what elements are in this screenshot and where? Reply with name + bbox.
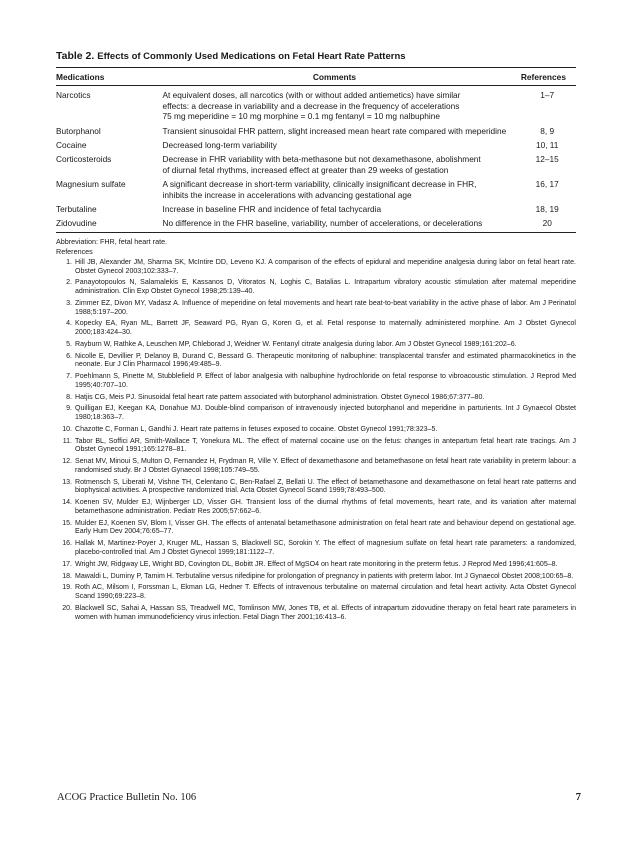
comment-line: Increase in baseline FHR and incidence of fetal tachycardia [162,204,382,215]
reference-text: Koenen SV, Mulder EJ, Wijnberger LD, Visser GH. Transient loss of the diurnal rhythms of fetal movements, heart rate, and its variation after maternal betamethasone administration. Pediatr Res 2005;57:662–6. [75,499,576,515]
reference-number: 8. [66,393,72,401]
footer-title: ACOG Practice Bulletin No. 106 [57,792,197,803]
reference-item [56,584,576,601]
table-row [56,202,576,216]
table-row [56,86,576,124]
comment-line: of diurnal fetal rhythms, increased effect at greater than 29 weeks of gestation [162,164,449,175]
references-heading: References [56,247,93,257]
medication-cell: Zidovudine [56,216,163,232]
reference-item [56,561,576,570]
medication-cell: Terbutaline [56,204,97,215]
reference-item [56,259,576,276]
reference-text: Tabor BL, Soffici AR, Smith-Wallace T, Yonekura ML. The effect of maternal cocaine use on the fetus: changes in antepartum fetal heart rate tracings. Am J Obstet Gynecol 1991;165:1278–81. [75,437,576,454]
medication-cell: Corticosteroids [56,154,112,165]
reference-number: 14. [62,499,72,507]
reference-text: Hallak M, Martinez-Poyer J, Kruger ML, Hassan S, Blackwell SC, Sorokin Y. The effect of magnesium sulfate on fetal heart rate parameters: a randomized, placebo-controlled trial. Am J Obstet Gynecol 1999;181:1122–7. [75,540,576,556]
reference-number: 17. [62,560,72,568]
comment-line: No difference in the FHR baseline, variability, number of accelerations, or decelerations [162,218,483,229]
comment-line: At equivalent doses, all narcotics (with or without added antiemetics) have similar [162,90,461,101]
references-cell: 20 [506,216,576,232]
reference-number: 10. [62,425,72,433]
reference-item [56,341,576,350]
comments-cell [163,152,507,177]
comment-line: Decrease in FHR variability with beta-methasone but not dexamethasone, abolishment [162,154,481,165]
reference-text: Wright JW, Ridgway LE, Wright BD, Covington DL, Bobitt JR. Effect of MgSO4 on heart rate monitoring in the preterm fetus. J Reprod Med 1996;41:605–8. [75,560,558,568]
reference-text: Rayburn W, Rathke A, Leuschen MP, Chleborad J, Weidner W. Fentanyl citrate analgesia during labor. Am J Obstet Gynecol 1989;161:202–6. [75,340,517,348]
reference-text: Panayotopoulos N, Salamalekis E, Kassanos D, Vitoratos N, Loghis C, Batalias L. Intrapartum vibratory acoustic stimulation after maternal meperidine administration. Clin Exp Obstet Gynecol 1998;25:139–40. [75,279,576,296]
reference-item [56,605,576,622]
reference-text: Zimmer EZ, Divon MY, Vadasz A. Influence of meperidine on fetal movements and heart rate beat-to-beat variability in the active phase of labor. Am J Perinatol 1988;5:197–200. [75,299,576,316]
references-list [56,259,576,622]
page [56,50,576,625]
references-cell: 1–7 [540,90,555,101]
reference-number: 18. [62,572,72,580]
table-body [56,86,576,232]
reference-item [56,458,576,475]
medication-cell: Butorphanol [56,125,101,136]
reference-text: Mulder EJ, Koenen SV, Blom I, Visser GH. The effects of antenatal betamethasone administration on fetal heart rate and behaviour depend on gestational age. Early Hum Dev 2004;76:65–77. [75,519,576,536]
reference-text: Roth AC, Milsom I, Forssman L, Ekman LG, Hedner T. Effects of intravenous terbutaline on maternal circulation and fetal heart activity. Acta Obstet Gynecol Scand 1990;69:223–8. [75,584,576,601]
table-caption: Effects of Commonly Used Medications on Fetal Heart Rate Patterns [97,51,406,62]
table-row [56,177,576,202]
reference-item [56,479,576,496]
reference-item [56,373,576,390]
table-row [56,138,576,152]
header-references: References [506,68,576,86]
reference-number: 13. [62,478,72,486]
reference-item [56,573,576,582]
reference-number: 1. [66,258,72,266]
table-row [56,124,576,138]
reference-text: Poehlmann S, Pinette M, Stubblefield P. Effect of labor analgesia with nalbuphine hydrochloride on fetal response to vibroacoustic stimulation. J Reprod Med 1995;40:707–10. [75,373,576,389]
medication-cell: Magnesium sulfate [56,179,126,190]
reference-number: 19. [62,584,72,592]
references-cell: 18, 19 [535,204,559,215]
reference-number: 9. [66,405,72,413]
comments-cell [163,138,507,152]
comments-cell [163,202,507,216]
reference-text: Quilligan EJ, Keegan KA, Donahue MJ. Double-blind comparison of intravenously injected butorphanol and meperidine in parturients. Int J Gynaecol Obstet 1980;18:363–7. [75,405,576,422]
header-comments: Comments [163,68,507,86]
comment-line: A significant decrease in short-term variability, clinically insignificant decrease in FHR, [162,179,477,190]
reference-item [56,394,576,403]
reference-item [56,520,576,537]
reference-number: 7. [66,373,72,381]
table-label: Table 2. [56,50,95,62]
reference-item [56,353,576,370]
medication-cell: Cocaine [56,140,87,151]
references-cell: 8, 9 [540,125,555,136]
references-cell: 16, 17 [535,179,559,190]
reference-text: Blackwell SC, Sahai A, Hassan SS, Treadwell MC, Tomlinson MW, Jones TB, et al. Effects of intrapartum zidovudine therapy on fetal heart rate parameters in women with human immunodeficiency virus infection. Fetal Diagn Ther 2001;16:413–6. [75,604,576,621]
reference-number: 11. [62,437,72,445]
table-row [56,216,576,232]
medication-cell: Narcotics [56,90,91,101]
medications-table [56,67,576,233]
table-row [56,152,576,177]
comments-cell [163,177,507,202]
abbreviation-note: Abbreviation: FHR, fetal heart rate. [56,236,168,246]
reference-number: 4. [66,320,72,328]
references-cell: 12–15 [535,154,559,165]
comment-line: 75 mg meperidine = 10 mg morphine = 0.1 mg fentanyl = 10 mg nalbuphine [162,111,440,122]
reference-text: Mawaldi L, Duminy P, Tamim H. Terbutaline versus nifedipine for prolongation of pregnancy in patients with preterm labor. Int J Gynaecol Obstet 2008;100:65–8. [75,572,574,580]
comment-line: effects: a decrease in variability and a decrease in the frequency of accelerations [162,100,460,111]
table-header-row [56,68,576,86]
references-cell: 10, 11 [535,140,559,151]
reference-number: 6. [66,352,72,360]
reference-number: 2. [66,279,72,287]
reference-number: 12. [62,458,72,466]
reference-text: Senat MV, Minoui S, Multon O, Fernandez H, Frydman R, Ville Y. Effect of dexamethasone and betamethasone on fetal heart rate variability in preterm labour: a randomised study. Br J Obstet Gynaecol 1998;105:749–55. [75,458,576,474]
comments-cell [163,124,507,138]
reference-item [56,300,576,317]
reference-number: 16. [62,540,72,548]
reference-item [56,426,576,435]
comments-cell [163,86,507,124]
reference-number: 3. [66,299,72,307]
header-medications: Medications [56,68,163,86]
table-title [56,50,576,63]
reference-number: 15. [62,519,72,527]
reference-text: Nicolle E, Devillier P, Delanoy B, Durand C, Bessard G. Therapeutic monitoring of nalbuphine: transplacental transfer and estimated pharmacokinetics in the neonate. Eur J Clin Pharmacol 1996;49:485–9. [75,352,576,369]
reference-text: Hill JB, Alexander JM, Sharma SK, McIntire DD, Leveno KJ. A comparison of the effects of epidural and meperidine analgesia during labor on fetal heart rate. Obstet Gynecol 2003;102:333–7. [75,258,576,275]
reference-number: 5. [66,340,72,348]
comments-cell [163,216,507,232]
reference-item [56,279,576,296]
comment-line: Transient sinusoidal FHR pattern, slight increased mean heart rate compared with meperidine [162,125,507,136]
comment-line: Decreased long-term variability [162,140,277,151]
reference-number: 20. [62,604,72,612]
reference-text: Rotmensch S, Liberati M, Vishne TH, Celentano C, Ben-Rafael Z, Bellati U. The effect of betamethasone and dexamethasone on fetal heart rate patterns and biophysical activities. A prospective randomized trial. Acta Obstet Gynecol Scand 1999;78:493–500. [75,478,576,495]
reference-item [56,540,576,557]
reference-text: Kopecky EA, Ryan ML, Barrett JF, Seaward PG, Ryan G, Koren G, et al. Fetal response to maternally administered morphine. Am J Obstet Gynecol 2000;183:424–30. [75,320,576,337]
reference-text: Hatjis CG, Meis PJ. Sinusoidal fetal heart rate pattern associated with butorphanol administration. Obstet Gynecol 1986;67:377–80. [75,393,485,401]
reference-item [56,405,576,422]
comment-line: inhibits the increase in accelerations with advancing gestational age [162,189,412,200]
page-number: 7 [575,792,581,803]
reference-item [56,320,576,337]
reference-text: Chazotte C, Forman L, Gandhi J. Heart rate patterns in fetuses exposed to cocaine. Obstet Gynecol 1991;78:323–5. [75,425,438,433]
reference-item [56,499,576,516]
reference-item [56,438,576,455]
